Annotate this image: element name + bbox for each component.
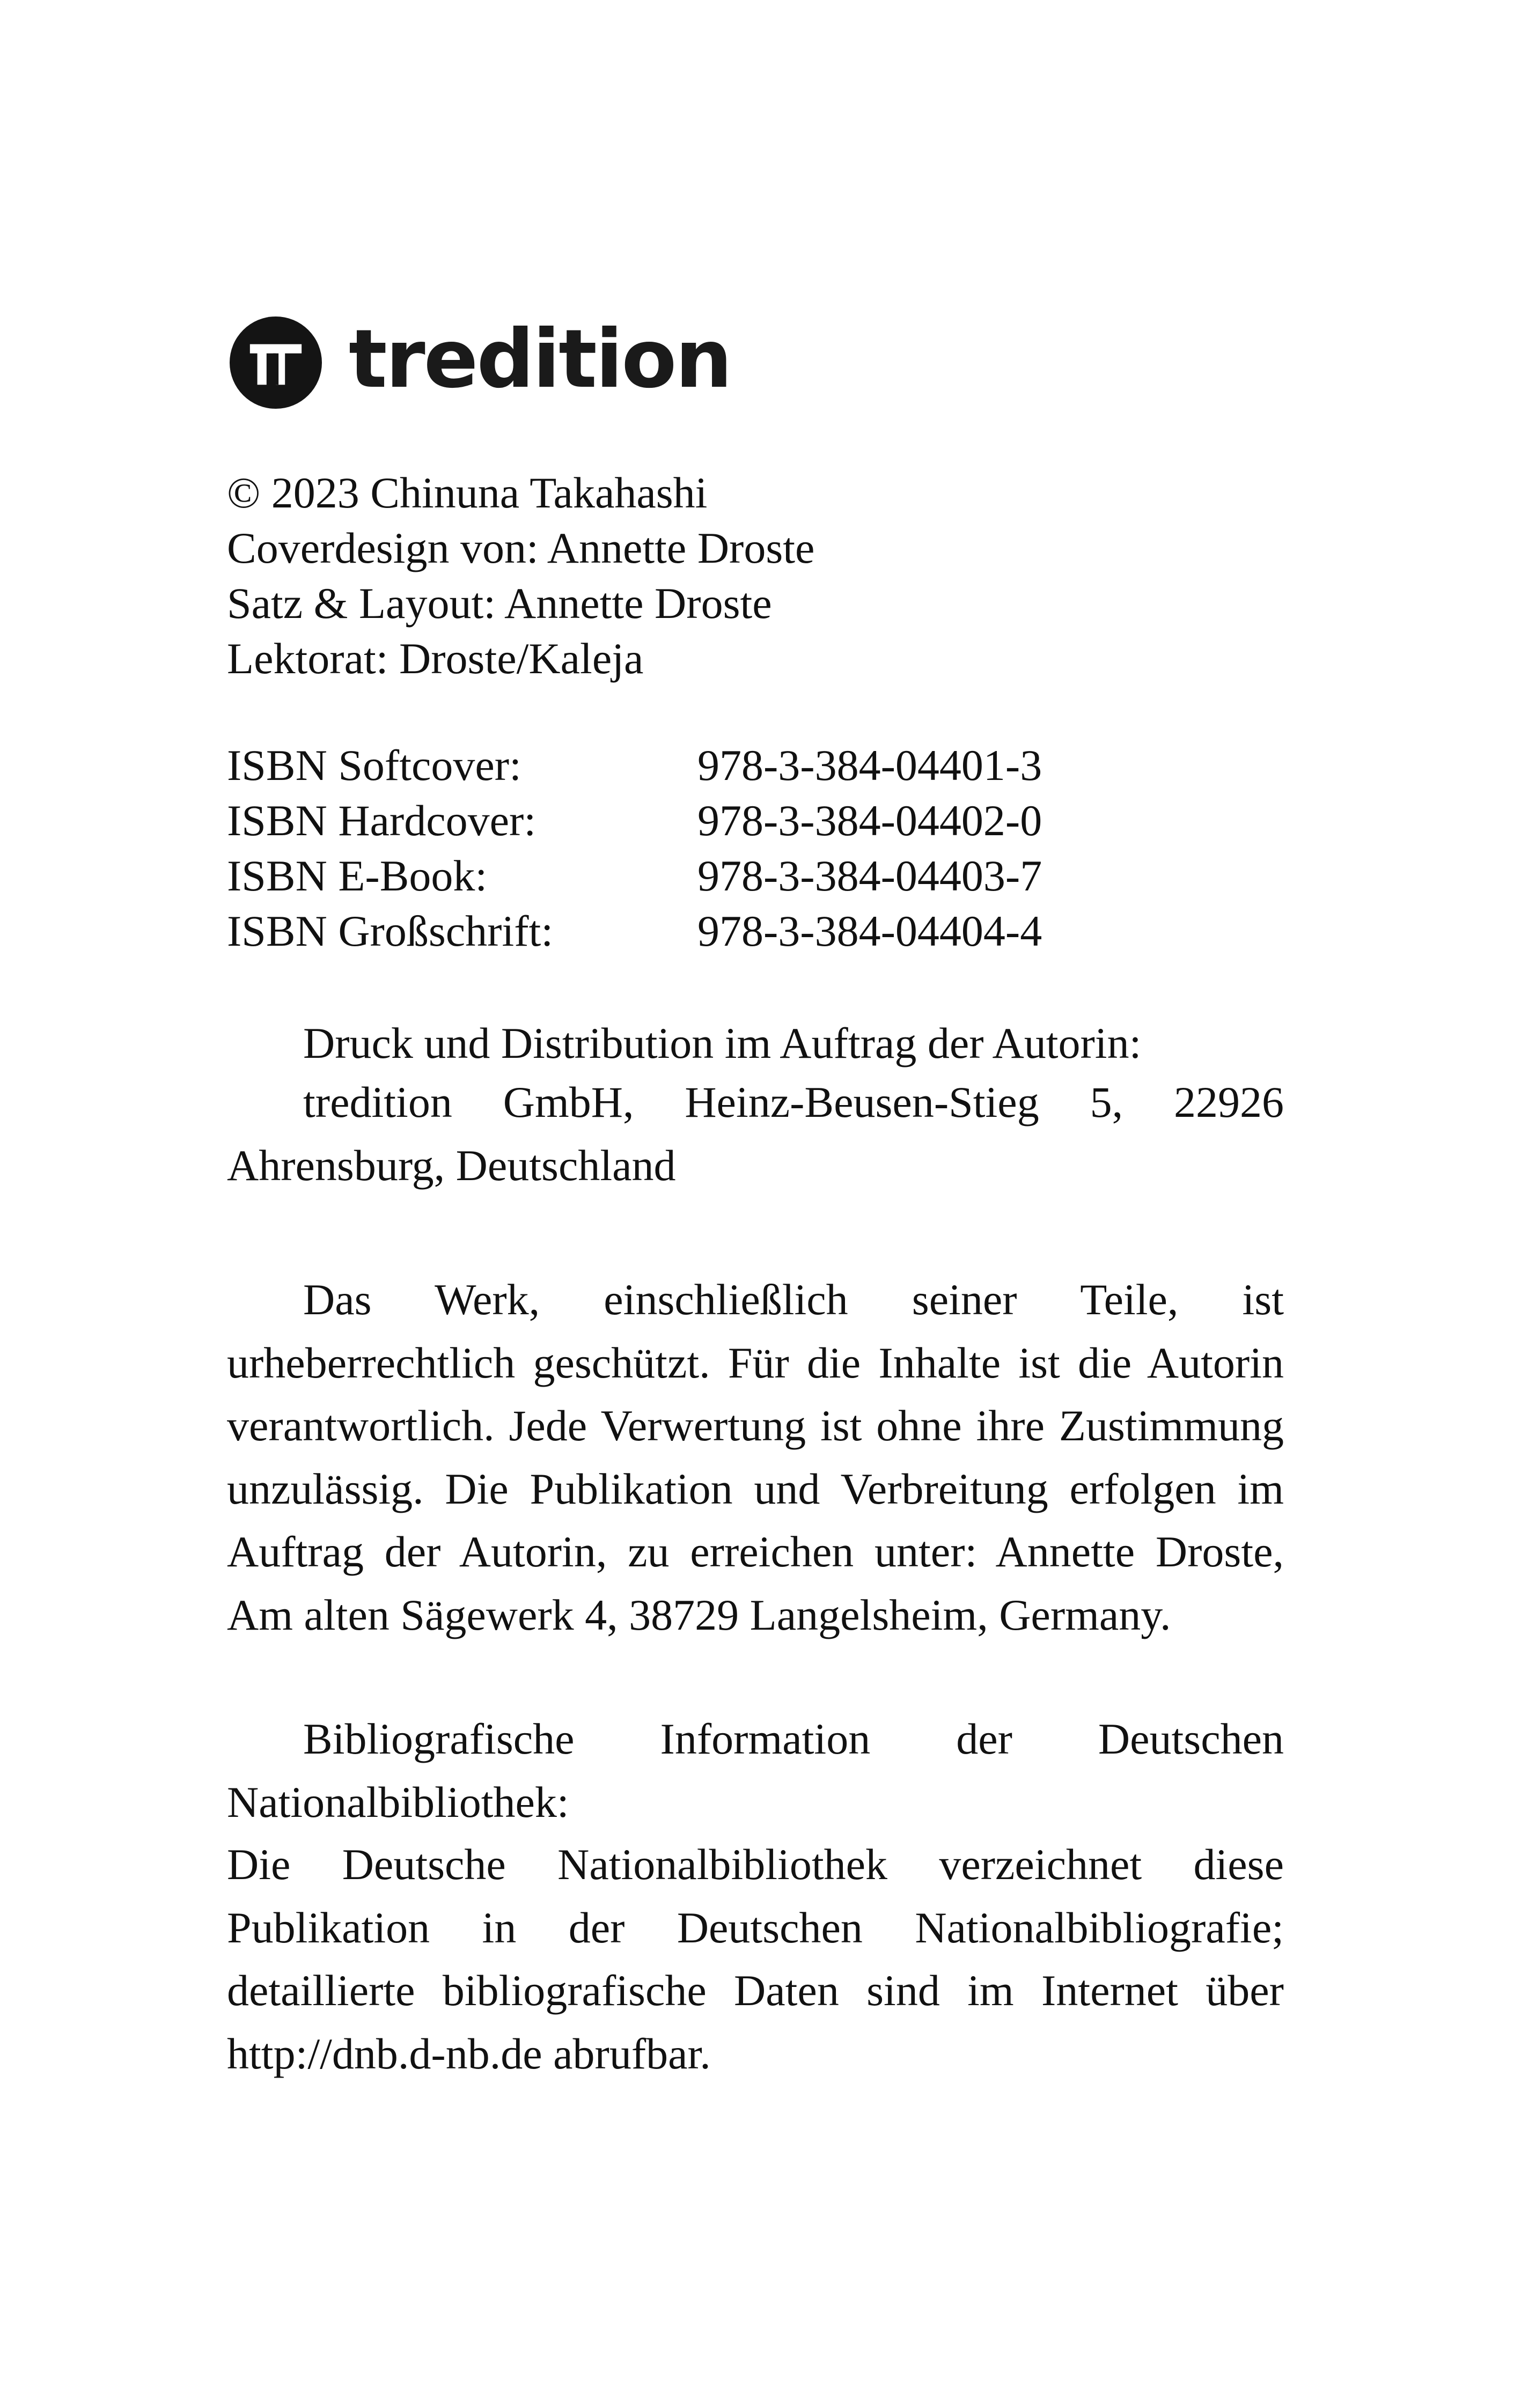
tredition-logo-icon <box>230 316 322 409</box>
copyright-notice: Das Werk, einschließlich seiner Teile, ist urheberrechtlich geschützt. Für die Inhalte ist die Autorin verantwortlich. Jede Verwertung ist ohne ihre Zustimmung unzulässig. Die Publikation und Verbreitung erfolgen im Auftrag der Autorin, zu erreichen unter: Annette Droste, Am alten Sägewerk 4, 38729 Langelsheim, Germany. <box>227 1275 1284 1639</box>
isbn-value: 978-3-384-04402-0 <box>697 796 1042 845</box>
isbn-row-largeprint <box>227 903 1284 959</box>
copyright-notice-block <box>227 1268 1284 1646</box>
coverdesign-line: Coverdesign von: Annette Droste <box>227 524 815 572</box>
isbn-row-hardcover <box>227 793 1284 848</box>
distribution-heading: Druck und Distribution im Auftrag der Autorin: <box>303 1019 1142 1067</box>
bibliographic-heading: Bibliografische Information der Deutschen Nationalbibliothek: <box>227 1714 1284 1827</box>
isbn-row-ebook <box>227 848 1284 903</box>
isbn-value: 978-3-384-04403-7 <box>697 851 1042 900</box>
credits-block <box>227 465 1284 686</box>
tredition-logo <box>230 312 731 409</box>
isbn-label: ISBN Softcover: <box>227 741 521 790</box>
editing-line: Lektorat: Droste/Kaleja <box>227 634 644 683</box>
isbn-label: ISBN Großschrift: <box>227 907 554 955</box>
isbn-row-softcover <box>227 738 1284 793</box>
bibliographic-text: Die Deutsche Nationalbibliothek verzeichnet diese Publikation in der Deutschen Nationalbibliografie; detaillierte bibliografische Daten sind im Internet über http://dnb.d-nb.de abrufbar. <box>227 1840 1284 2078</box>
isbn-table <box>227 738 1284 959</box>
isbn-label: ISBN Hardcover: <box>227 796 537 845</box>
bibliographic-heading-block <box>227 1707 1284 1833</box>
distribution-block <box>227 1015 1284 1197</box>
bibliographic-text-block <box>227 1833 1284 2085</box>
copyright-line: © 2023 Chinuna Takahashi <box>227 468 708 517</box>
isbn-label: ISBN E-Book: <box>227 851 488 900</box>
isbn-value: 978-3-384-04401-3 <box>697 741 1042 790</box>
layout-line: Satz & Layout: Annette Droste <box>227 579 772 628</box>
tredition-wordmark: tredition <box>349 312 731 406</box>
distribution-address: tredition GmbH, Heinz-Beusen-Stieg 5, 22926 Ahrensburg, Deutschland <box>227 1078 1284 1190</box>
isbn-value: 978-3-384-04404-4 <box>697 907 1042 955</box>
